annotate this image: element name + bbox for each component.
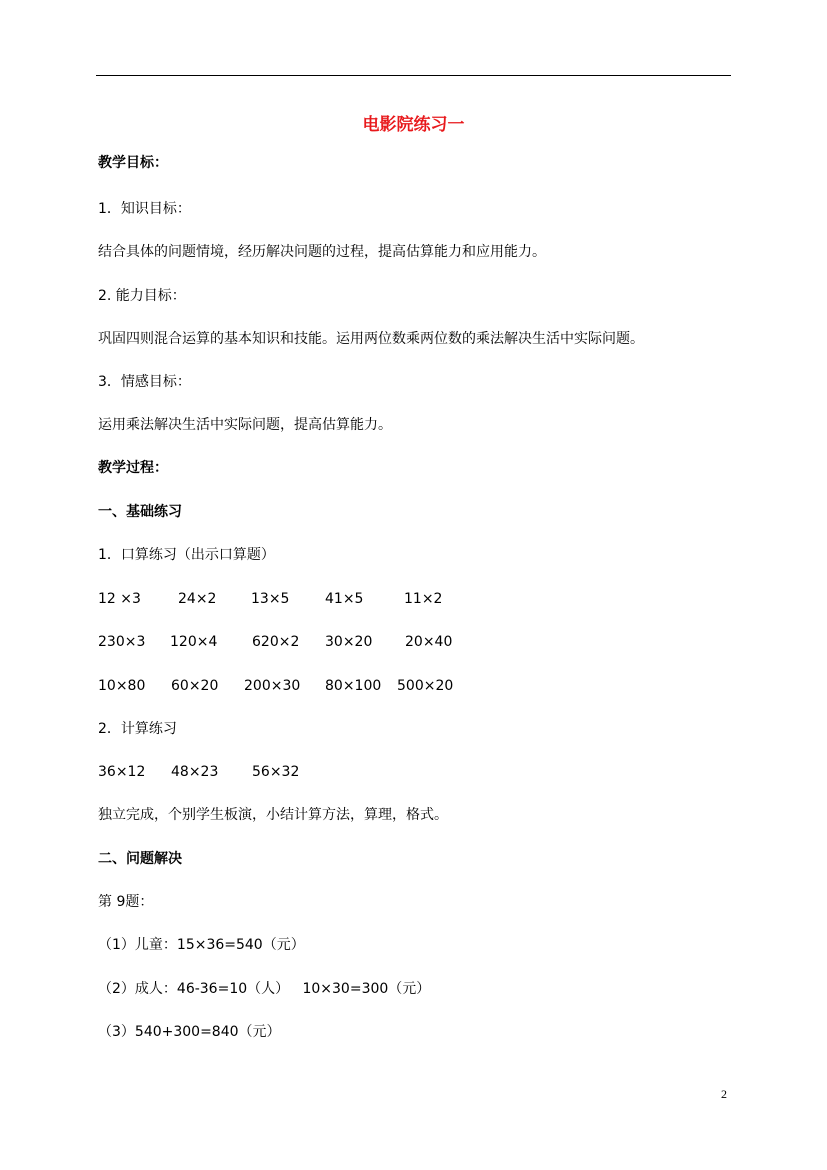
goals-heading: 教学目标：: [98, 155, 168, 171]
calc-item: 48×23: [171, 764, 219, 780]
oral-item: 20×40: [405, 634, 453, 650]
section2-heading: 二、问题解决: [98, 851, 182, 867]
oral-row-1: [98, 590, 738, 608]
oral-item: 120×4: [170, 634, 218, 650]
section1-heading: 一、基础练习: [98, 504, 182, 520]
goal3-heading: 3．情感目标：: [98, 374, 191, 390]
answer-2: （2）成人：46-36=10（人） 10×30=300（元）: [98, 981, 431, 997]
oral-item: 60×20: [171, 678, 219, 694]
page-number: 2: [721, 1087, 727, 1101]
oral-item: 230×3: [98, 634, 146, 650]
oral-item: 24×2: [178, 591, 217, 607]
goal1-text: 结合具体的问题情境，经历解决问题的过程，提高估算能力和应用能力。: [98, 244, 546, 260]
calc-note: 独立完成，个别学生板演，小结计算方法，算理，格式。: [98, 807, 448, 823]
answer-3: （3）540+300=840（元）: [98, 1024, 281, 1040]
oral-item: 10×80: [98, 678, 146, 694]
oral-item: 13×5: [251, 591, 290, 607]
oral-item: 200×30: [244, 678, 301, 694]
oral-item: 620×2: [252, 634, 300, 650]
header-rule: [96, 75, 731, 76]
oral-item: 80×100: [325, 678, 382, 694]
q9-heading: 第 9题：: [98, 894, 154, 910]
process-heading: 教学过程：: [98, 460, 168, 476]
oral-item: 500×20: [397, 678, 454, 694]
oral-row-2: [98, 633, 738, 651]
calc-item: 36×12: [98, 764, 146, 780]
document-title: 电影院练习一: [362, 115, 465, 135]
oral-item: 12 ×3: [98, 591, 141, 607]
goal3-text: 运用乘法解决生活中实际问题，提高估算能力。: [98, 417, 392, 433]
calc-item: 56×32: [252, 764, 300, 780]
goal2-text: 巩固四则混合运算的基本知识和技能。运用两位数乘两位数的乘法解决生活中实际问题。: [98, 331, 644, 347]
oral-heading: 1．口算练习（出示口算题）: [98, 547, 275, 563]
goal1-heading: 1．知识目标：: [98, 201, 191, 217]
oral-row-3: [98, 677, 738, 695]
answer-1: （1）儿童：15×36=540（元）: [98, 937, 305, 953]
goal2-heading: 2. 能力目标：: [98, 288, 186, 304]
calc-heading: 2．计算练习: [98, 721, 177, 737]
oral-item: 30×20: [325, 634, 373, 650]
oral-item: 11×2: [404, 591, 443, 607]
calc-row: [98, 763, 738, 781]
oral-item: 41×5: [325, 591, 364, 607]
